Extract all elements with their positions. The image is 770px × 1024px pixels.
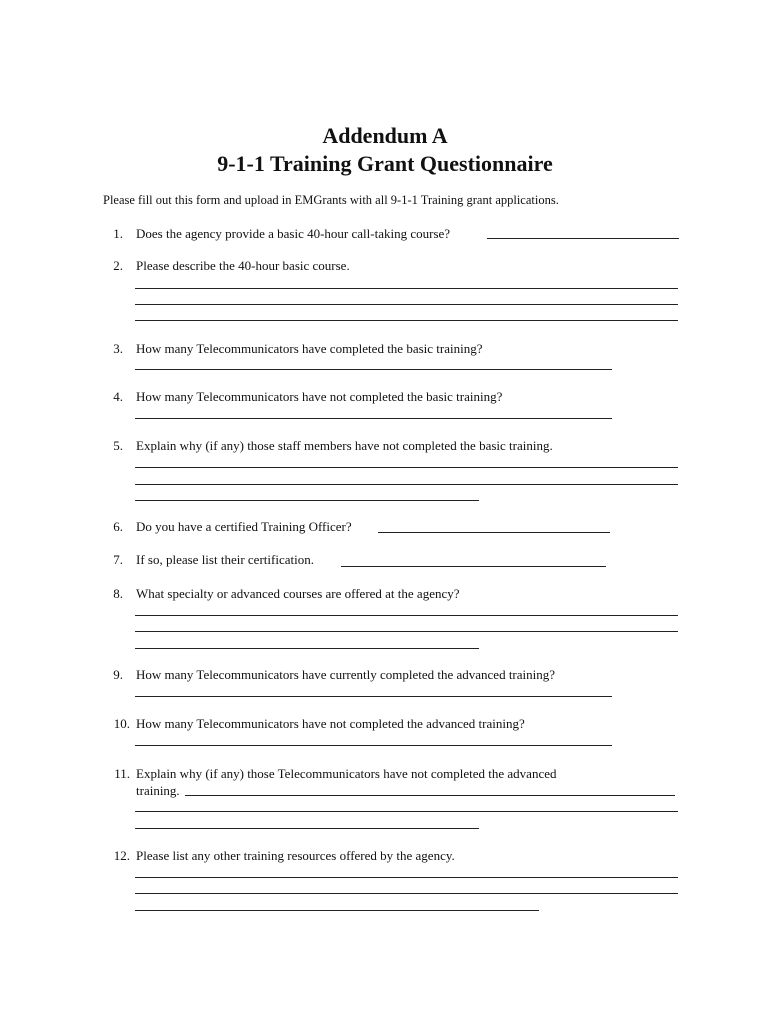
- question-number: 8.: [113, 586, 123, 601]
- question-text: How many Telecommunicators have completed the basic training?: [136, 341, 483, 356]
- question-text: Do you have a certified Training Officer?: [136, 519, 352, 534]
- answer-line[interactable]: [135, 304, 678, 305]
- answer-line[interactable]: [135, 500, 479, 501]
- question-number: 9.: [113, 667, 123, 682]
- answer-line[interactable]: [135, 320, 678, 321]
- question-text: If so, please list their certification.: [136, 552, 314, 567]
- question-number: 4.: [113, 389, 123, 404]
- question-number: 5.: [113, 438, 123, 453]
- question-text: Explain why (if any) those Telecommunicators have not completed the advanced: [136, 766, 557, 781]
- question-number: 6.: [113, 519, 123, 534]
- question-text: Explain why (if any) those staff members have not completed the basic training.: [136, 438, 553, 453]
- answer-line[interactable]: [135, 696, 612, 697]
- intro-text: Please fill out this form and upload in EMGrants with all 9-1-1 Training grant applications.: [103, 193, 559, 207]
- answer-line[interactable]: [135, 631, 678, 632]
- answer-line[interactable]: [135, 910, 539, 911]
- question-text: What specialty or advanced courses are offered at the agency?: [136, 586, 460, 601]
- question-text-continued: training.: [136, 783, 180, 798]
- question-text: Does the agency provide a basic 40-hour call-taking course?: [136, 226, 451, 241]
- question-text: How many Telecommunicators have currently completed the advanced training?: [136, 667, 556, 682]
- answer-line[interactable]: [135, 418, 612, 419]
- question-number: 12.: [113, 848, 130, 863]
- answer-line[interactable]: [135, 877, 678, 878]
- question-text: Please describe the 40-hour basic course.: [136, 258, 350, 273]
- answer-line[interactable]: [135, 369, 612, 370]
- question-number: 2.: [113, 258, 123, 273]
- question-text: How many Telecommunicators have not completed the basic training?: [136, 389, 503, 404]
- answer-line[interactable]: [135, 828, 479, 829]
- answer-line[interactable]: [135, 648, 479, 649]
- answer-line[interactable]: [135, 615, 678, 616]
- answer-line[interactable]: [135, 467, 678, 468]
- answer-line[interactable]: [185, 795, 675, 796]
- question-number: 7.: [113, 552, 123, 567]
- document-subtitle: 9-1-1 Training Grant Questionnaire: [217, 151, 553, 176]
- answer-line[interactable]: [135, 811, 678, 812]
- answer-line[interactable]: [341, 566, 606, 567]
- document-title: Addendum A: [322, 123, 448, 148]
- answer-line[interactable]: [135, 288, 678, 289]
- question-number: 3.: [113, 341, 123, 356]
- answer-line[interactable]: [378, 532, 610, 533]
- question-text: How many Telecommunicators have not completed the advanced training?: [136, 716, 525, 731]
- answer-line[interactable]: [135, 745, 612, 746]
- question-text: Please list any other training resources offered by the agency.: [136, 848, 455, 863]
- question-number: 10.: [113, 716, 130, 731]
- answer-line[interactable]: [135, 484, 678, 485]
- question-number: 1.: [113, 226, 123, 241]
- answer-line[interactable]: [135, 893, 678, 894]
- answer-line[interactable]: [487, 238, 679, 239]
- question-number: 11.: [114, 766, 130, 781]
